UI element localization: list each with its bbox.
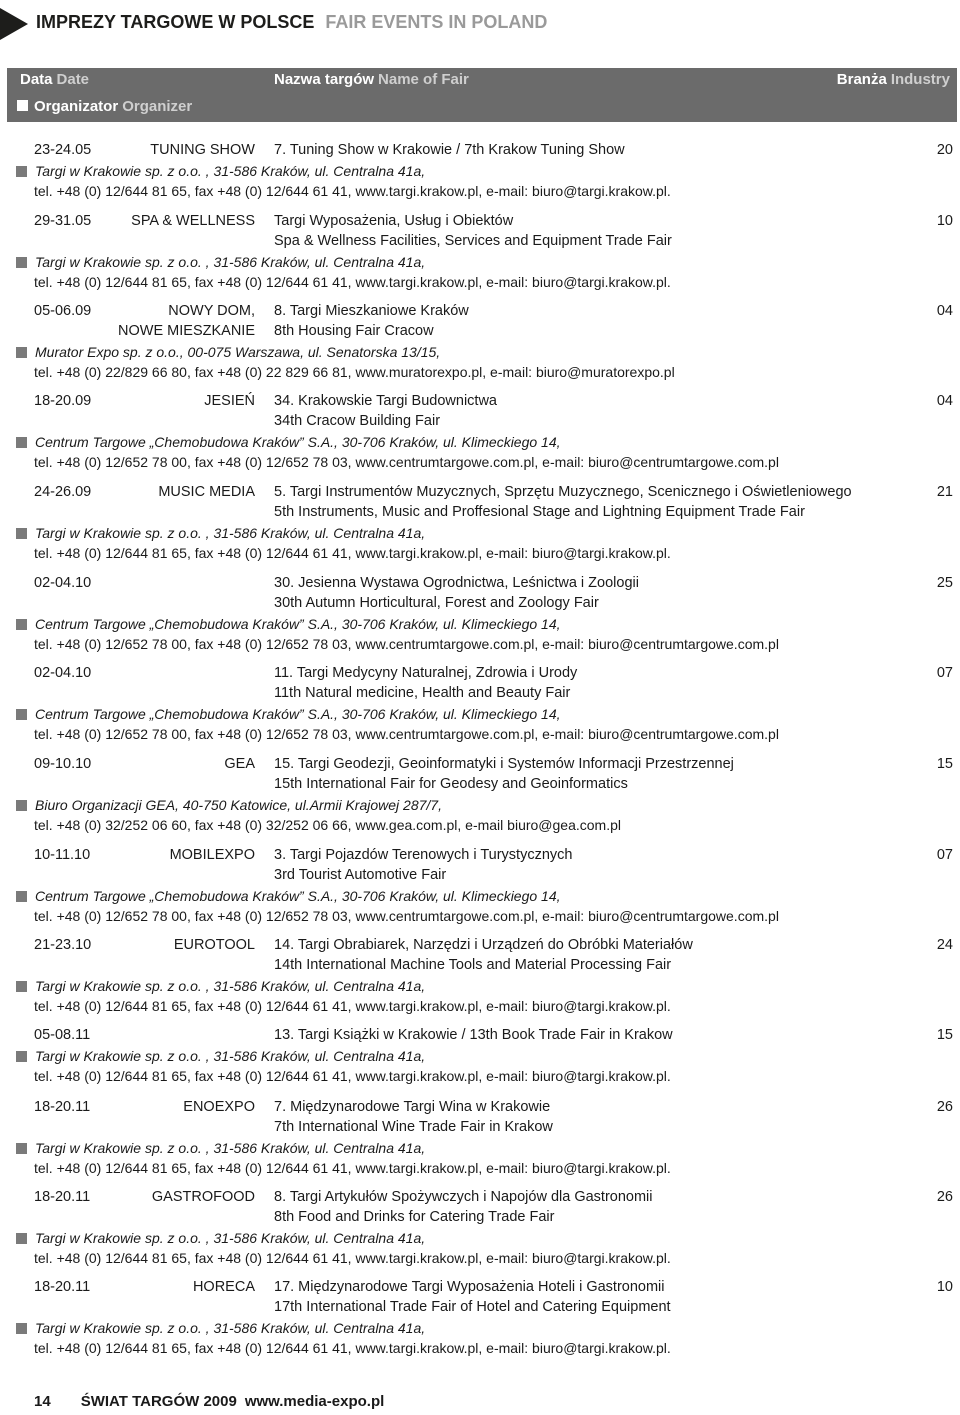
industry-line: SPA & WELLNESS — [131, 213, 255, 229]
title-polish: IMPREZY TARGOWE W POLSCE — [36, 12, 315, 32]
square-bullet-icon — [16, 1143, 27, 1154]
industry-line: MOBILEXPO — [169, 847, 255, 863]
event-name — [274, 1277, 671, 1317]
event-industry — [118, 301, 255, 341]
event-name — [274, 663, 577, 703]
fair-name-line: 7. Międzynarodowe Targi Wina w Krakowie — [274, 1099, 551, 1115]
industry-code: 07 — [936, 665, 953, 681]
organizer-line — [16, 432, 561, 452]
square-bullet-icon — [16, 528, 27, 539]
contact-line: tel. +48 (0) 32/252 06 60, fax +48 (0) 32/252 06 66, www.gea.com.pl, e-mail biuro@gea.com.pl — [34, 817, 621, 833]
industry-code: 26 — [936, 1189, 953, 1205]
industry-line: JESIEŃ — [204, 393, 255, 409]
organizer-name: Murator Expo sp. z o.o., 00-075 Warszawa, ul. Senatorska 13/15, — [35, 344, 441, 360]
industry-line: NOWY DOM, — [168, 303, 255, 319]
industry-line: EUROTOOL — [173, 937, 255, 953]
organizer-line — [16, 614, 561, 634]
organizer-name: Targi w Krakowie sp. z o.o. , 31-586 Kraków, ul. Centralna 41a, — [35, 978, 426, 994]
square-bullet-icon — [16, 437, 27, 448]
event-date: 05-08.11 — [34, 1027, 91, 1043]
column-organizer-pl: Organizator — [34, 98, 119, 115]
contact-line: tel. +48 (0) 12/644 81 65, fax +48 (0) 12/644 61 41, www.targi.krakow.pl, e-mail: biuro@targi.krakow.pl. — [34, 183, 671, 199]
fair-name-line: 7th International Wine Trade Fair in Krakow — [274, 1119, 553, 1135]
fair-name-line: Targi Wyposażenia, Usług i Obiektów — [274, 213, 514, 229]
fair-name-line: 13. Targi Książki w Krakowie / 13th Book Trade Fair in Krakow — [274, 1027, 673, 1043]
industry-code: 10 — [936, 213, 953, 229]
organizer-name: Centrum Targowe „Chemobudowa Kraków” S.A., 30-706 Kraków, ul. Klimeckiego 14, — [35, 706, 561, 722]
industry-code: 15 — [936, 756, 953, 772]
page-title-bar — [0, 4, 960, 38]
column-name-pl: Nazwa targów — [274, 71, 375, 88]
organizer-name: Targi w Krakowie sp. z o.o. , 31-586 Kraków, ul. Centralna 41a, — [35, 525, 426, 541]
organizer-line — [16, 1138, 425, 1158]
organizer-line — [16, 523, 425, 543]
industry-code: 25 — [936, 575, 953, 591]
organizer-line — [16, 1318, 425, 1338]
contact-line: tel. +48 (0) 12/644 81 65, fax +48 (0) 12/644 61 41, www.targi.krakow.pl, e-mail: biuro@targi.krakow.pl. — [34, 1250, 671, 1266]
event-name — [274, 391, 497, 431]
event-date: 18-20.11 — [34, 1189, 91, 1205]
organizer-line — [16, 886, 561, 906]
organizer-line — [16, 795, 442, 815]
website: www.media-expo.pl — [244, 1393, 385, 1410]
column-name-en: Name of Fair — [378, 71, 469, 88]
event-date: 18-20.11 — [34, 1279, 91, 1295]
square-bullet-icon — [16, 981, 27, 992]
industry-code: 24 — [936, 937, 953, 953]
event-name — [274, 935, 693, 975]
organizer-name: Targi w Krakowie sp. z o.o. , 31-586 Kraków, ul. Centralna 41a, — [35, 1230, 426, 1246]
contact-line: tel. +48 (0) 12/644 81 65, fax +48 (0) 12/644 61 41, www.targi.krakow.pl, e-mail: biuro@targi.krakow.pl. — [34, 274, 671, 290]
column-organizer — [17, 98, 192, 115]
event-date: 09-10.10 — [34, 756, 92, 772]
title-english: FAIR EVENTS IN POLAND — [325, 12, 548, 32]
page-footer — [34, 1393, 414, 1410]
event-date: 29-31.05 — [34, 213, 92, 229]
organizer-line — [16, 252, 425, 272]
fair-name-line: 5th Instruments, Music and Proffesional Stage and Lightning Equipment Trade Fair — [274, 504, 805, 520]
square-bullet-icon — [16, 1051, 27, 1062]
event-name — [274, 754, 734, 794]
industry-line: GEA — [224, 756, 255, 772]
fair-name-line: 17. Międzynarodowe Targi Wyposażenia Hoteli i Gastronomii — [274, 1279, 665, 1295]
event-date: 05-06.09 — [34, 303, 92, 319]
fair-name-line: 30th Autumn Horticultural, Forest and Zoology Fair — [274, 595, 599, 611]
square-bullet-icon — [16, 347, 27, 358]
fair-name-line: 17th International Trade Fair of Hotel and Catering Equipment — [274, 1299, 671, 1315]
organizer-name: Centrum Targowe „Chemobudowa Kraków” S.A., 30-706 Kraków, ul. Klimeckiego 14, — [35, 434, 561, 450]
column-organizer-en: Organizer — [122, 98, 193, 115]
event-industry — [224, 754, 255, 774]
organizer-name: Targi w Krakowie sp. z o.o. , 31-586 Kraków, ul. Centralna 41a, — [35, 254, 426, 270]
organizer-name: Targi w Krakowie sp. z o.o. , 31-586 Kraków, ul. Centralna 41a, — [35, 1048, 426, 1064]
column-industry-en: Industry — [890, 71, 950, 88]
event-name — [274, 1025, 673, 1045]
square-bullet-icon — [17, 100, 28, 111]
fair-name-line: 8. Targi Mieszkaniowe Kraków — [274, 303, 469, 319]
fair-name-line: 8. Targi Artykułów Spożywczych i Napojów dla Gastronomii — [274, 1189, 653, 1205]
event-date: 18-20.11 — [34, 1099, 91, 1115]
event-name — [274, 845, 572, 885]
fair-name-line: 8th Food and Drinks for Catering Trade Fair — [274, 1209, 555, 1225]
organizer-line — [16, 1228, 425, 1248]
fair-name-line: 8th Housing Fair Cracow — [274, 323, 434, 339]
square-bullet-icon — [16, 1233, 27, 1244]
event-industry — [131, 211, 255, 231]
contact-line: tel. +48 (0) 12/644 81 65, fax +48 (0) 12/644 61 41, www.targi.krakow.pl, e-mail: biuro@targi.krakow.pl. — [34, 1340, 671, 1356]
industry-line: ENOEXPO — [183, 1099, 255, 1115]
arrow-icon — [0, 8, 28, 40]
event-name — [274, 1097, 553, 1137]
contact-line: tel. +48 (0) 12/652 78 00, fax +48 (0) 12/652 78 03, www.centrumtargowe.com.pl, e-mail: biuro@centrumtargowe.com.pl — [34, 726, 779, 742]
event-date: 18-20.09 — [34, 393, 92, 409]
fair-name-line: 15. Targi Geodezji, Geoinformatyki i Systemów Informacji Przestrzennej — [274, 756, 734, 772]
organizer-line — [16, 342, 440, 362]
column-date-pl: Data — [20, 71, 53, 88]
column-date-en: Date — [56, 71, 90, 88]
fair-name-line: 14th International Machine Tools and Material Processing Fair — [274, 957, 672, 973]
industry-code: 21 — [936, 484, 953, 500]
event-name — [274, 482, 852, 522]
organizer-name: Biuro Organizacji GEA, 40-750 Katowice, ul.Armii Krajowej 287/7, — [35, 797, 442, 813]
square-bullet-icon — [16, 1323, 27, 1334]
organizer-name: Targi w Krakowie sp. z o.o. , 31-586 Kraków, ul. Centralna 41a, — [35, 1320, 426, 1336]
event-industry — [170, 845, 255, 865]
organizer-line — [16, 976, 425, 996]
industry-code: 20 — [936, 142, 953, 158]
organizer-name: Targi w Krakowie sp. z o.o. , 31-586 Kraków, ul. Centralna 41a, — [35, 1140, 426, 1156]
industry-code: 10 — [936, 1279, 953, 1295]
organizer-line — [16, 704, 561, 724]
organizer-line — [16, 1046, 425, 1066]
fair-name-line: 15th International Fair for Geodesy and Geoinformatics — [274, 776, 628, 792]
industry-line: NOWE MIESZKANIE — [118, 323, 255, 339]
industry-code: 26 — [936, 1099, 953, 1115]
event-industry — [174, 935, 255, 955]
organizer-name: Centrum Targowe „Chemobudowa Kraków” S.A., 30-706 Kraków, ul. Klimeckiego 14, — [35, 616, 561, 632]
organizer-name: Targi w Krakowie sp. z o.o. , 31-586 Kraków, ul. Centralna 41a, — [35, 163, 426, 179]
event-name — [274, 573, 639, 613]
contact-line: tel. +48 (0) 12/652 78 00, fax +48 (0) 12/652 78 03, www.centrumtargowe.com.pl, e-mail: biuro@centrumtargowe.com.pl — [34, 908, 779, 924]
fair-name-line: 30. Jesienna Wystawa Ogrodnictwa, Leśnictwa i Zoologii — [274, 575, 639, 591]
industry-line: TUNING SHOW — [150, 142, 255, 158]
industry-line: MUSIC MEDIA — [158, 484, 255, 500]
column-industry — [837, 71, 950, 88]
organizer-line — [16, 161, 425, 181]
event-date: 24-26.09 — [34, 484, 92, 500]
contact-line: tel. +48 (0) 12/644 81 65, fax +48 (0) 12/644 61 41, www.targi.krakow.pl, e-mail: biuro@targi.krakow.pl. — [34, 545, 671, 561]
event-industry — [152, 1187, 255, 1207]
event-industry — [193, 1277, 255, 1297]
page-number: 14 — [34, 1393, 51, 1410]
event-date: 02-04.10 — [34, 665, 92, 681]
square-bullet-icon — [16, 891, 27, 902]
industry-line: HORECA — [192, 1279, 255, 1295]
event-industry — [150, 140, 255, 160]
event-name — [274, 140, 625, 160]
column-industry-pl: Branża — [836, 71, 887, 88]
square-bullet-icon — [16, 709, 27, 720]
industry-code: 04 — [936, 303, 953, 319]
fair-name-line: 3rd Tourist Automotive Fair — [274, 867, 447, 883]
contact-line: tel. +48 (0) 12/652 78 00, fax +48 (0) 12/652 78 03, www.centrumtargowe.com.pl, e-mail: biuro@centrumtargowe.com.pl — [34, 454, 779, 470]
fair-name-line: Spa & Wellness Facilities, Services and Equipment Trade Fair — [274, 233, 672, 249]
event-date: 21-23.10 — [34, 937, 92, 953]
contact-line: tel. +48 (0) 12/644 81 65, fax +48 (0) 12/644 61 41, www.targi.krakow.pl, e-mail: biuro@targi.krakow.pl. — [34, 1068, 671, 1084]
event-name — [274, 1187, 653, 1227]
event-date: 02-04.10 — [34, 575, 92, 591]
event-industry — [158, 482, 255, 502]
event-industry — [183, 1097, 255, 1117]
contact-line: tel. +48 (0) 12/652 78 00, fax +48 (0) 12/652 78 03, www.centrumtargowe.com.pl, e-mail: biuro@centrumtargowe.com.pl — [34, 636, 779, 652]
industry-line: GASTROFOOD — [151, 1189, 255, 1205]
fair-name-line: 7. Tuning Show w Krakowie / 7th Krakow Tuning Show — [274, 142, 625, 158]
square-bullet-icon — [16, 166, 27, 177]
fair-name-line: 3. Targi Pojazdów Terenowych i Turystycznych — [274, 847, 573, 863]
industry-code: 04 — [936, 393, 953, 409]
column-date — [20, 71, 89, 88]
fair-name-line: 11. Targi Medycyny Naturalnej, Zdrowia i Urody — [274, 665, 578, 681]
column-fair-name — [274, 71, 469, 88]
industry-code: 15 — [936, 1027, 953, 1043]
contact-line: tel. +48 (0) 12/644 81 65, fax +48 (0) 12/644 61 41, www.targi.krakow.pl, e-mail: biuro@targi.krakow.pl. — [34, 998, 671, 1014]
fair-name-line: 5. Targi Instrumentów Muzycznych, Sprzętu Muzycznego, Scenicznego i Oświetleniowego — [274, 484, 852, 500]
page-title — [36, 12, 547, 33]
event-date: 10-11.10 — [34, 847, 91, 863]
table-header — [7, 68, 957, 122]
contact-line: tel. +48 (0) 12/644 81 65, fax +48 (0) 12/644 61 41, www.targi.krakow.pl, e-mail: biuro@targi.krakow.pl. — [34, 1160, 671, 1176]
event-name — [274, 301, 469, 341]
event-date: 23-24.05 — [34, 142, 92, 158]
square-bullet-icon — [16, 619, 27, 630]
fair-name-line: 11th Natural medicine, Health and Beauty Fair — [274, 685, 571, 701]
industry-code: 07 — [936, 847, 953, 863]
square-bullet-icon — [16, 800, 27, 811]
publication-name: ŚWIAT TARGÓW 2009 — [80, 1393, 237, 1410]
square-bullet-icon — [16, 257, 27, 268]
contact-line: tel. +48 (0) 22/829 66 80, fax +48 (0) 22 829 66 81, www.muratorexpo.pl, e-mail: biuro@muratorexpo.pl — [34, 364, 675, 380]
event-industry — [204, 391, 255, 411]
fair-name-line: 14. Targi Obrabiarek, Narzędzi i Urządzeń do Obróbki Materiałów — [274, 937, 693, 953]
fair-name-line: 34th Cracow Building Fair — [274, 413, 441, 429]
fair-name-line: 34. Krakowskie Targi Budownictwa — [274, 393, 497, 409]
organizer-name: Centrum Targowe „Chemobudowa Kraków” S.A., 30-706 Kraków, ul. Klimeckiego 14, — [35, 888, 561, 904]
event-name — [274, 211, 672, 251]
